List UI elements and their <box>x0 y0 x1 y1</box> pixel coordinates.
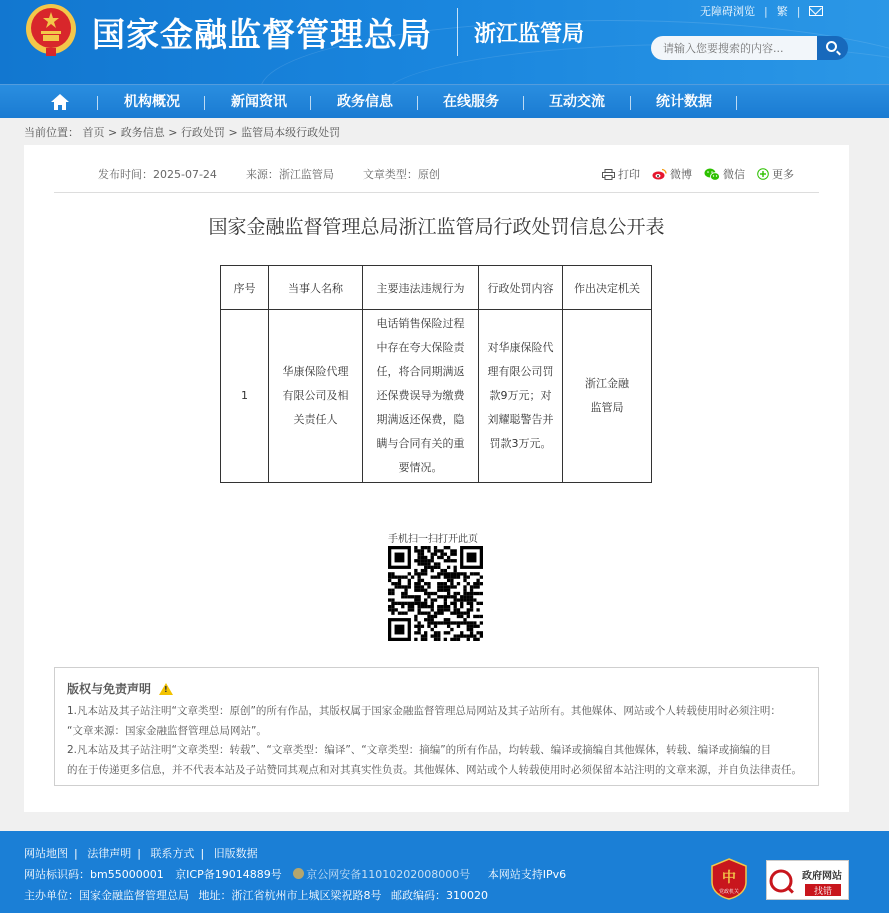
cell-line: 浙江金融 <box>585 377 629 390</box>
cell-line: 刘耀聪警告并 <box>487 413 554 426</box>
cell-line: 款9万元；对 <box>489 389 552 402</box>
table-header-cell: 作出决定机关 <box>563 266 652 310</box>
plus-circle-icon <box>757 168 769 180</box>
wechat-icon <box>704 168 720 181</box>
breadcrumb <box>24 124 340 140</box>
article-title: 国家金融监督管理总局浙江监管局行政处罚信息公开表 <box>208 216 665 238</box>
footer-link-contact[interactable]: 联系方式 <box>150 847 195 860</box>
table-cell-no: 1 <box>221 310 269 483</box>
disclaimer-title <box>67 680 173 697</box>
footer-registration <box>24 866 566 882</box>
disclaimer-line: “文章来源：国家金融监督管理总局网站”。 <box>67 724 267 737</box>
qr-label: 手机扫一扫打开此页 <box>388 534 478 545</box>
wechat-share-button[interactable] <box>704 166 745 182</box>
site-title[interactable]: 国家金融监督管理总局 <box>92 15 432 54</box>
site-header <box>0 0 889 84</box>
source-label: 来源： <box>245 168 279 181</box>
postcode-label: 邮政编码： <box>391 889 446 902</box>
cell-line: 关责任人 <box>293 413 338 426</box>
footer-link-sitemap[interactable]: 网站地图 <box>24 847 68 860</box>
postcode: 310020 <box>446 889 488 902</box>
cell-line: 任，将合同期满返 <box>376 365 465 378</box>
home-icon[interactable] <box>50 93 70 111</box>
gov-badge-icon <box>767 861 850 901</box>
cell-line: 瞒与合同有关的重 <box>376 437 465 450</box>
title-divider <box>457 8 458 56</box>
nav-separator <box>310 96 311 110</box>
table-cell-penalty <box>479 310 563 483</box>
table-cell-authority <box>563 310 652 483</box>
cell-line: 华康保险代理 <box>282 365 349 378</box>
link-separator: | <box>764 4 768 18</box>
cell-line: 监管局 <box>590 401 624 414</box>
breadcrumb-separator: > <box>108 126 118 139</box>
nav-item-statistics[interactable]: 统计数据 <box>656 94 712 110</box>
cell-line: 电话销售保险过程 <box>376 317 465 330</box>
more-label: 更多 <box>772 168 794 181</box>
top-links <box>700 3 823 19</box>
weibo-share-button[interactable] <box>652 166 692 182</box>
breadcrumb-current[interactable]: 监管局本级行政处罚 <box>241 126 341 139</box>
party-government-badge-icon[interactable] <box>710 858 748 900</box>
weibo-label: 微博 <box>670 168 692 181</box>
party-badge-text: 党政机关 <box>718 889 740 895</box>
meta-divider <box>54 192 819 193</box>
table-row <box>221 310 652 483</box>
disclaimer-line: 1.凡本站及其子站注明“文章类型：原创”的所有作品，其版权属于国家金融监督管理总局网站及其子站所有。其他媒体、网站或个人转载使用时必须注明： <box>67 705 781 717</box>
table-header-cell: 行政处罚内容 <box>479 266 563 310</box>
address-label: 地址： <box>198 889 232 902</box>
breadcrumb-label: 当前位置： <box>24 126 79 139</box>
mail-icon[interactable] <box>809 6 823 16</box>
footer-link-legal[interactable]: 法律声明 <box>87 847 132 860</box>
nav-item-about[interactable]: 机构概况 <box>124 94 180 110</box>
cell-line: 期满返还保费，隐 <box>376 413 465 426</box>
search-icon <box>826 41 837 52</box>
host: 国家金融监督管理总局 <box>79 889 189 902</box>
disclaimer-title-text: 版权与免责声明 <box>67 682 152 696</box>
cell-line: 中存在夸大保险责 <box>376 341 465 354</box>
cell-line: 要情况。 <box>398 461 443 474</box>
search-button[interactable] <box>817 36 848 60</box>
disclaimer-text <box>67 702 807 780</box>
address: 浙江省杭州市上城区梁祝路8号 <box>231 889 382 902</box>
nav-separator <box>417 96 418 110</box>
table-header-cell: 当事人名称 <box>269 266 363 310</box>
nav-item-interaction[interactable]: 互动交流 <box>549 94 605 110</box>
share-bar <box>602 166 806 182</box>
source: 浙江监管局 <box>278 168 334 181</box>
article-type: 原创 <box>417 168 440 181</box>
footer-link-archive[interactable]: 旧版数据 <box>213 847 258 860</box>
nav-separator <box>97 96 98 110</box>
nav-separator <box>736 96 737 110</box>
police-record-text: 京公网安备11010202008000号 <box>306 868 471 881</box>
gov-site-error-report-badge[interactable] <box>766 860 849 900</box>
link-separator: | <box>796 4 801 18</box>
penalty-table <box>220 265 652 483</box>
disclaimer-line: 2.凡本站及其子站注明“文章类型：转载”、“文章类型：编译”、“文章类型：摘编”的所有作品，均转载、编译或摘编自其他媒体，转载、编译或摘编的目 <box>67 744 772 756</box>
table-header-cell: 主要违法违规行为 <box>363 266 479 310</box>
more-share-button[interactable] <box>757 166 794 182</box>
police-badge-icon <box>293 868 304 879</box>
nav-item-online-service[interactable]: 在线服务 <box>443 94 499 110</box>
nav-separator <box>204 96 205 110</box>
article-meta <box>98 166 440 182</box>
print-label: 打印 <box>618 168 640 181</box>
national-emblem-icon[interactable] <box>24 2 78 58</box>
breadcrumb-penalty[interactable]: 行政处罚 <box>180 126 225 139</box>
breadcrumb-separator: > <box>228 126 238 139</box>
warning-icon <box>159 683 173 695</box>
search-input[interactable] <box>651 36 817 60</box>
traditional-chinese-link[interactable]: 繁 <box>776 5 788 18</box>
breadcrumb-government-info[interactable]: 政务信息 <box>120 126 165 139</box>
qr-code-icon <box>388 546 483 641</box>
breadcrumb-separator: > <box>168 126 178 139</box>
footer-host <box>24 887 488 903</box>
table-header-row <box>221 266 652 310</box>
publish-date-label: 发布时间： <box>98 168 153 181</box>
icp-link[interactable]: 京ICP备19014889号 <box>175 868 282 881</box>
nav-separator <box>630 96 631 110</box>
svg-text:中: 中 <box>722 870 736 886</box>
site-code-label: 网站标识码： <box>24 868 90 881</box>
weibo-icon <box>652 168 667 180</box>
gov-badge-line2: 找错 <box>813 887 833 897</box>
nav-item-government-info[interactable]: 政务信息 <box>337 94 393 110</box>
table-header-cell: 序号 <box>221 266 269 310</box>
disclaimer-line: 的在于传递更多信息，并不代表本站及子站赞同其观点和对其真实性负责。其他媒体、网站或个人转载使用时必须保留本站注明的文章来源，并自负法律责任。 <box>67 763 802 776</box>
sub-title[interactable]: 浙江监管局 <box>474 22 585 47</box>
main-nav <box>0 84 889 118</box>
print-button[interactable] <box>602 166 640 182</box>
site-footer <box>0 831 889 913</box>
host-label: 主办单位： <box>24 889 79 902</box>
table-cell-party <box>269 310 363 483</box>
gov-badge-line1: 政府网站 <box>802 871 842 882</box>
accessibility-link[interactable]: 无障碍浏览 <box>700 5 755 18</box>
ipv6-note: 本网站支持IPv6 <box>487 868 567 881</box>
nav-item-news[interactable]: 新闻资讯 <box>231 94 287 110</box>
police-record-link[interactable] <box>293 868 470 881</box>
cell-line: 对华康保险代 <box>487 341 554 354</box>
breadcrumb-home[interactable]: 首页 <box>82 126 105 139</box>
footer-links: 网站地图 | 法律声明 | 联系方式 | 旧版数据 <box>24 847 258 860</box>
cell-line: 理有限公司罚 <box>487 365 554 378</box>
cell-line: 还保费误导为缴费 <box>376 389 465 402</box>
disclaimer-box <box>54 667 819 786</box>
article-type-label: 文章类型： <box>362 168 418 181</box>
publish-date: 2025-07-24 <box>153 168 217 181</box>
wechat-label: 微信 <box>723 168 745 181</box>
nav-separator <box>523 96 524 110</box>
cell-line: 有限公司及相 <box>282 389 349 402</box>
table-cell-violation <box>363 310 479 483</box>
cell-line: 罚款3万元。 <box>489 437 552 450</box>
site-code: bm55000001 <box>90 868 164 881</box>
printer-icon <box>602 169 615 180</box>
